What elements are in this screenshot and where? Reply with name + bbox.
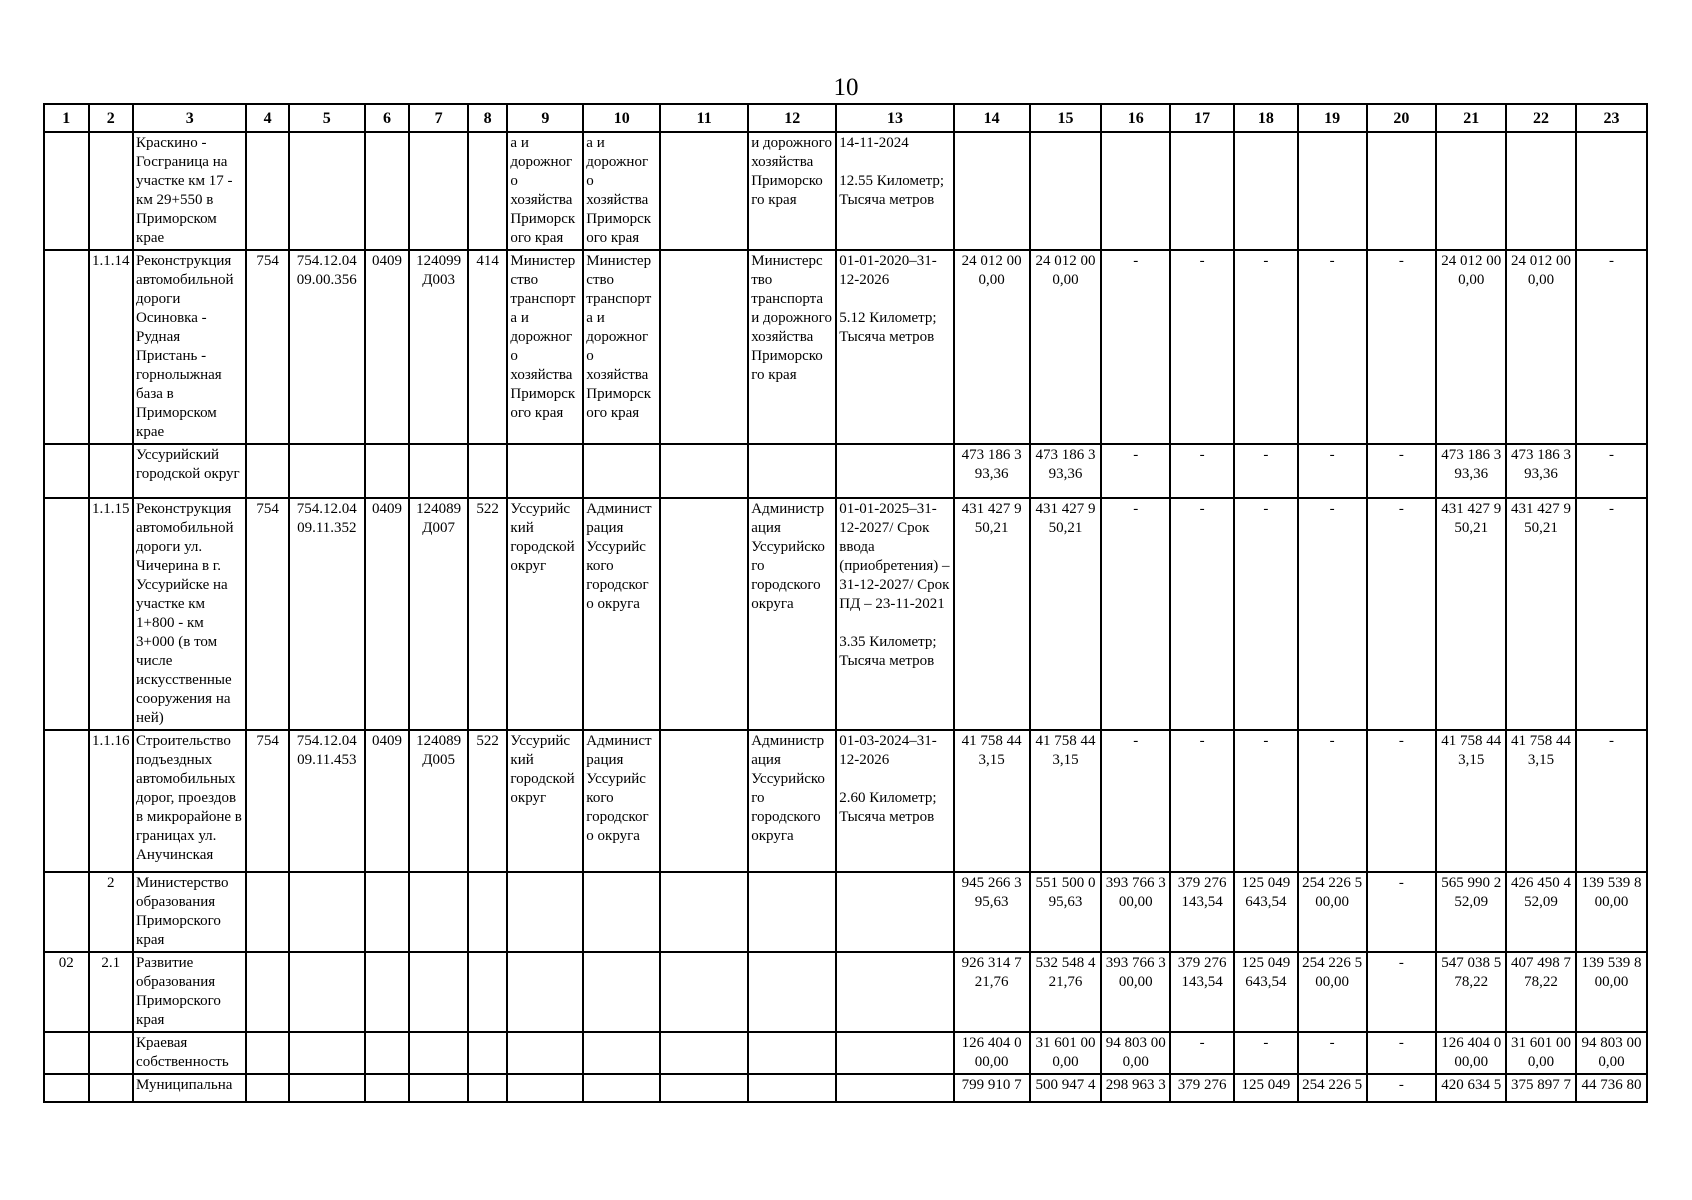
cell-col-19: 254 226 5 00,00 bbox=[1298, 952, 1367, 1032]
cell-col-16: 298 963 3 bbox=[1101, 1074, 1170, 1102]
cell-col-8: 522 bbox=[468, 498, 507, 730]
cell-col-20: - bbox=[1367, 872, 1437, 952]
cell-col-4 bbox=[246, 872, 289, 952]
cell-col-22: 431 427 9 50,21 bbox=[1506, 498, 1576, 730]
cell-col-11 bbox=[660, 1074, 748, 1102]
cell-col-11 bbox=[660, 444, 748, 498]
cell-col-8: 414 bbox=[468, 250, 507, 444]
column-header-19: 19 bbox=[1298, 104, 1367, 132]
cell-col-1 bbox=[44, 444, 89, 498]
column-header-22: 22 bbox=[1506, 104, 1576, 132]
cell-col-5 bbox=[289, 444, 365, 498]
cell-col-15: 551 500 0 95,63 bbox=[1030, 872, 1102, 952]
cell-col-3: Муниципальна bbox=[133, 1074, 246, 1102]
cell-col-2: 1.1.14 bbox=[89, 250, 134, 444]
table-row bbox=[44, 1032, 1647, 1074]
cell-col-4: 754 bbox=[246, 730, 289, 872]
cell-col-13 bbox=[836, 952, 953, 1032]
cell-col-22: 407 498 7 78,22 bbox=[1506, 952, 1576, 1032]
cell-col-11 bbox=[660, 498, 748, 730]
cell-col-10 bbox=[583, 444, 660, 498]
cell-col-17: - bbox=[1170, 250, 1234, 444]
cell-col-20: - bbox=[1367, 444, 1437, 498]
cell-col-12 bbox=[748, 872, 836, 952]
cell-col-16: - bbox=[1101, 498, 1170, 730]
cell-col-14: 431 427 9 50,21 bbox=[954, 498, 1030, 730]
cell-col-5 bbox=[289, 872, 365, 952]
cell-col-12 bbox=[748, 952, 836, 1032]
column-header-15: 15 bbox=[1030, 104, 1102, 132]
cell-col-9: Уссурийс кий городской округ bbox=[507, 498, 583, 730]
cell-col-2: 1.1.15 bbox=[89, 498, 134, 730]
cell-col-13 bbox=[836, 1032, 953, 1074]
cell-col-7 bbox=[409, 872, 468, 952]
cell-col-3: Уссурийский городской округ bbox=[133, 444, 246, 498]
cell-col-15: 500 947 4 bbox=[1030, 1074, 1102, 1102]
cell-col-14: 926 314 7 21,76 bbox=[954, 952, 1030, 1032]
cell-col-9 bbox=[507, 1074, 583, 1102]
cell-col-18 bbox=[1234, 132, 1298, 250]
cell-col-10: Админист рация Уссурийс кого городског о округа bbox=[583, 730, 660, 872]
cell-col-4 bbox=[246, 952, 289, 1032]
column-header-13: 13 bbox=[836, 104, 953, 132]
cell-col-1 bbox=[44, 132, 89, 250]
cell-col-20: - bbox=[1367, 1074, 1437, 1102]
cell-col-4: 754 bbox=[246, 498, 289, 730]
cell-col-5: 754.12.04 09.11.352 bbox=[289, 498, 365, 730]
column-header-9: 9 bbox=[507, 104, 583, 132]
cell-col-5 bbox=[289, 1074, 365, 1102]
cell-col-12 bbox=[748, 1074, 836, 1102]
cell-col-21: 547 038 5 78,22 bbox=[1436, 952, 1506, 1032]
cell-col-9: Уссурийс кий городской округ bbox=[507, 730, 583, 872]
cell-col-12 bbox=[748, 444, 836, 498]
cell-col-10 bbox=[583, 1032, 660, 1074]
cell-col-12: Администр ация Уссурийско го городского округа bbox=[748, 730, 836, 872]
cell-col-1 bbox=[44, 250, 89, 444]
cell-col-17: - bbox=[1170, 444, 1234, 498]
cell-col-6: 0409 bbox=[365, 498, 410, 730]
cell-col-1 bbox=[44, 872, 89, 952]
cell-col-13 bbox=[836, 872, 953, 952]
cell-col-10: а и дорожног о хозяйства Приморск ого края bbox=[583, 132, 660, 250]
page-number: 10 bbox=[833, 74, 859, 101]
cell-col-19: 254 226 5 00,00 bbox=[1298, 872, 1367, 952]
cell-col-3: Строительство подъездных автомобильных дорог, проездов в микрорайоне в границах ул. Анучинская bbox=[133, 730, 246, 872]
cell-col-6: 0409 bbox=[365, 250, 410, 444]
cell-col-6 bbox=[365, 1032, 410, 1074]
cell-col-5: 754.12.04 09.00.356 bbox=[289, 250, 365, 444]
cell-col-13: 14-11-2024 12.55 Километр; Тысяча метров bbox=[836, 132, 953, 250]
cell-col-15 bbox=[1030, 132, 1102, 250]
cell-col-14: 41 758 44 3,15 bbox=[954, 730, 1030, 872]
cell-col-16: - bbox=[1101, 444, 1170, 498]
cell-col-11 bbox=[660, 250, 748, 444]
cell-col-23: - bbox=[1576, 444, 1647, 498]
cell-col-7 bbox=[409, 444, 468, 498]
cell-col-20 bbox=[1367, 132, 1437, 250]
cell-col-11 bbox=[660, 1032, 748, 1074]
cell-col-9 bbox=[507, 1032, 583, 1074]
cell-col-23: 139 539 8 00,00 bbox=[1576, 952, 1647, 1032]
cell-col-16: 393 766 3 00,00 bbox=[1101, 952, 1170, 1032]
cell-col-9: а и дорожног о хозяйства Приморск ого края bbox=[507, 132, 583, 250]
cell-col-7: 124099 Д003 bbox=[409, 250, 468, 444]
cell-col-8 bbox=[468, 1032, 507, 1074]
cell-col-8 bbox=[468, 444, 507, 498]
cell-col-18: - bbox=[1234, 250, 1298, 444]
cell-col-18: 125 049 643,54 bbox=[1234, 952, 1298, 1032]
header-row bbox=[44, 104, 1647, 132]
cell-col-14: 473 186 3 93,36 bbox=[954, 444, 1030, 498]
cell-col-7 bbox=[409, 1074, 468, 1102]
cell-col-22: 31 601 00 0,00 bbox=[1506, 1032, 1576, 1074]
cell-col-3: Краскино - Госграница на участке км 17 - км 29+550 в Приморском крае bbox=[133, 132, 246, 250]
cell-col-13 bbox=[836, 444, 953, 498]
cell-col-12: Министерс тво транспорта и дорожного хозяйства Приморско го края bbox=[748, 250, 836, 444]
cell-col-13: 01-01-2025–31-12-2027/ Срок ввода (приобретения) – 31-12-2027/ Срок ПД – 23-11-2021 3.35 Километр; Тысяча метров bbox=[836, 498, 953, 730]
cell-col-4 bbox=[246, 444, 289, 498]
column-header-21: 21 bbox=[1436, 104, 1506, 132]
cell-col-7 bbox=[409, 132, 468, 250]
table-row bbox=[44, 250, 1647, 444]
cell-col-2 bbox=[89, 132, 134, 250]
cell-col-16: - bbox=[1101, 730, 1170, 872]
cell-col-5 bbox=[289, 952, 365, 1032]
table-row bbox=[44, 444, 1647, 498]
cell-col-2: 2.1 bbox=[89, 952, 134, 1032]
cell-col-15: 41 758 44 3,15 bbox=[1030, 730, 1102, 872]
cell-col-23: 44 736 80 bbox=[1576, 1074, 1647, 1102]
table-row bbox=[44, 952, 1647, 1032]
cell-col-19 bbox=[1298, 132, 1367, 250]
column-header-7: 7 bbox=[409, 104, 468, 132]
cell-col-1 bbox=[44, 1032, 89, 1074]
cell-col-21: 24 012 00 0,00 bbox=[1436, 250, 1506, 444]
column-header-23: 23 bbox=[1576, 104, 1647, 132]
cell-col-21: 565 990 2 52,09 bbox=[1436, 872, 1506, 952]
cell-col-15: 473 186 3 93,36 bbox=[1030, 444, 1102, 498]
cell-col-5 bbox=[289, 132, 365, 250]
cell-col-7: 124089 Д005 bbox=[409, 730, 468, 872]
cell-col-18: 125 049 643,54 bbox=[1234, 872, 1298, 952]
cell-col-21: 420 634 5 bbox=[1436, 1074, 1506, 1102]
cell-col-4 bbox=[246, 1074, 289, 1102]
cell-col-21: 41 758 44 3,15 bbox=[1436, 730, 1506, 872]
cell-col-23: - bbox=[1576, 498, 1647, 730]
cell-col-17: 379 276 143,54 bbox=[1170, 952, 1234, 1032]
program-table bbox=[43, 103, 1648, 1103]
cell-col-21: 126 404 0 00,00 bbox=[1436, 1032, 1506, 1074]
table-row bbox=[44, 730, 1647, 872]
cell-col-5: 754.12.04 09.11.453 bbox=[289, 730, 365, 872]
cell-col-8: 522 bbox=[468, 730, 507, 872]
cell-col-9 bbox=[507, 952, 583, 1032]
column-header-4: 4 bbox=[246, 104, 289, 132]
column-header-5: 5 bbox=[289, 104, 365, 132]
cell-col-3: Реконструкция автомобильной дороги Осиновка - Рудная Пристань - горнолыжная база в Приморском крае bbox=[133, 250, 246, 444]
cell-col-12 bbox=[748, 1032, 836, 1074]
cell-col-6 bbox=[365, 872, 410, 952]
cell-col-5 bbox=[289, 1032, 365, 1074]
cell-col-19: - bbox=[1298, 250, 1367, 444]
cell-col-12: и дорожного хозяйства Приморско го края bbox=[748, 132, 836, 250]
column-header-11: 11 bbox=[660, 104, 748, 132]
cell-col-22: 473 186 3 93,36 bbox=[1506, 444, 1576, 498]
cell-col-8 bbox=[468, 952, 507, 1032]
cell-col-19: - bbox=[1298, 444, 1367, 498]
cell-col-18: - bbox=[1234, 730, 1298, 872]
table-row bbox=[44, 498, 1647, 730]
cell-col-1 bbox=[44, 1074, 89, 1102]
cell-col-10: Министер ство транспорт а и дорожног о хозяйства Приморск ого края bbox=[583, 250, 660, 444]
cell-col-1 bbox=[44, 730, 89, 872]
cell-col-2: 2 bbox=[89, 872, 134, 952]
cell-col-17: 379 276 bbox=[1170, 1074, 1234, 1102]
cell-col-6: 0409 bbox=[365, 730, 410, 872]
cell-col-11 bbox=[660, 952, 748, 1032]
cell-col-3: Развитие образования Приморского края bbox=[133, 952, 246, 1032]
cell-col-11 bbox=[660, 730, 748, 872]
cell-col-14: 799 910 7 bbox=[954, 1074, 1030, 1102]
cell-col-2 bbox=[89, 444, 134, 498]
column-header-14: 14 bbox=[954, 104, 1030, 132]
cell-col-22 bbox=[1506, 132, 1576, 250]
cell-col-13: 01-03-2024–31-12-2026 2.60 Километр; Тысяча метров bbox=[836, 730, 953, 872]
cell-col-7 bbox=[409, 952, 468, 1032]
cell-col-20: - bbox=[1367, 250, 1437, 444]
cell-col-1: 02 bbox=[44, 952, 89, 1032]
column-header-3: 3 bbox=[133, 104, 246, 132]
column-header-12: 12 bbox=[748, 104, 836, 132]
table-row bbox=[44, 132, 1647, 250]
cell-col-3: Краевая собственность bbox=[133, 1032, 246, 1074]
cell-col-18: - bbox=[1234, 1032, 1298, 1074]
cell-col-22: 426 450 4 52,09 bbox=[1506, 872, 1576, 952]
cell-col-18: - bbox=[1234, 444, 1298, 498]
cell-col-21 bbox=[1436, 132, 1506, 250]
cell-col-19: - bbox=[1298, 730, 1367, 872]
cell-col-17: - bbox=[1170, 730, 1234, 872]
cell-col-14: 945 266 3 95,63 bbox=[954, 872, 1030, 952]
cell-col-10: Админист рация Уссурийс кого городског о округа bbox=[583, 498, 660, 730]
cell-col-9 bbox=[507, 872, 583, 952]
cell-col-10 bbox=[583, 872, 660, 952]
cell-col-4: 754 bbox=[246, 250, 289, 444]
cell-col-11 bbox=[660, 132, 748, 250]
cell-col-17 bbox=[1170, 132, 1234, 250]
cell-col-22: 375 897 7 bbox=[1506, 1074, 1576, 1102]
cell-col-6 bbox=[365, 1074, 410, 1102]
cell-col-14: 24 012 00 0,00 bbox=[954, 250, 1030, 444]
cell-col-3: Министерство образования Приморского края bbox=[133, 872, 246, 952]
cell-col-23: 94 803 00 0,00 bbox=[1576, 1032, 1647, 1074]
cell-col-11 bbox=[660, 872, 748, 952]
cell-col-21: 431 427 9 50,21 bbox=[1436, 498, 1506, 730]
column-header-8: 8 bbox=[468, 104, 507, 132]
cell-col-13 bbox=[836, 1074, 953, 1102]
column-header-2: 2 bbox=[89, 104, 134, 132]
cell-col-20: - bbox=[1367, 1032, 1437, 1074]
cell-col-22: 41 758 44 3,15 bbox=[1506, 730, 1576, 872]
cell-col-18: - bbox=[1234, 498, 1298, 730]
cell-col-7: 124089 Д007 bbox=[409, 498, 468, 730]
column-header-17: 17 bbox=[1170, 104, 1234, 132]
cell-col-9: Министер ство транспорт а и дорожног о хозяйства Приморск ого края bbox=[507, 250, 583, 444]
cell-col-15: 532 548 4 21,76 bbox=[1030, 952, 1102, 1032]
cell-col-14 bbox=[954, 132, 1030, 250]
cell-col-23: 139 539 8 00,00 bbox=[1576, 872, 1647, 952]
cell-col-8 bbox=[468, 1074, 507, 1102]
cell-col-23: - bbox=[1576, 730, 1647, 872]
cell-col-14: 126 404 0 00,00 bbox=[954, 1032, 1030, 1074]
cell-col-17: - bbox=[1170, 1032, 1234, 1074]
cell-col-20: - bbox=[1367, 952, 1437, 1032]
column-header-20: 20 bbox=[1367, 104, 1437, 132]
cell-col-10 bbox=[583, 952, 660, 1032]
cell-col-20: - bbox=[1367, 730, 1437, 872]
cell-col-12: Администр ация Уссурийско го городского округа bbox=[748, 498, 836, 730]
column-header-1: 1 bbox=[44, 104, 89, 132]
cell-col-8 bbox=[468, 132, 507, 250]
cell-col-4 bbox=[246, 132, 289, 250]
cell-col-16: 393 766 3 00,00 bbox=[1101, 872, 1170, 952]
cell-col-21: 473 186 3 93,36 bbox=[1436, 444, 1506, 498]
cell-col-7 bbox=[409, 1032, 468, 1074]
cell-col-16: - bbox=[1101, 250, 1170, 444]
cell-col-15: 24 012 00 0,00 bbox=[1030, 250, 1102, 444]
column-header-10: 10 bbox=[583, 104, 660, 132]
cell-col-13: 01-01-2020–31-12-2026 5.12 Километр; Тысяча метров bbox=[836, 250, 953, 444]
cell-col-2 bbox=[89, 1074, 134, 1102]
cell-col-4 bbox=[246, 1032, 289, 1074]
column-header-16: 16 bbox=[1101, 104, 1170, 132]
cell-col-6 bbox=[365, 132, 410, 250]
cell-col-1 bbox=[44, 498, 89, 730]
table-row bbox=[44, 872, 1647, 952]
table-body bbox=[44, 132, 1647, 1102]
cell-col-20: - bbox=[1367, 498, 1437, 730]
cell-col-22: 24 012 00 0,00 bbox=[1506, 250, 1576, 444]
cell-col-23: - bbox=[1576, 250, 1647, 444]
cell-col-2: 1.1.16 bbox=[89, 730, 134, 872]
cell-col-17: 379 276 143,54 bbox=[1170, 872, 1234, 952]
cell-col-19: - bbox=[1298, 1032, 1367, 1074]
cell-col-16 bbox=[1101, 132, 1170, 250]
column-header-6: 6 bbox=[365, 104, 410, 132]
cell-col-15: 31 601 00 0,00 bbox=[1030, 1032, 1102, 1074]
cell-col-6 bbox=[365, 444, 410, 498]
cell-col-9 bbox=[507, 444, 583, 498]
cell-col-15: 431 427 9 50,21 bbox=[1030, 498, 1102, 730]
cell-col-19: 254 226 5 bbox=[1298, 1074, 1367, 1102]
cell-col-16: 94 803 00 0,00 bbox=[1101, 1032, 1170, 1074]
cell-col-8 bbox=[468, 872, 507, 952]
cell-col-6 bbox=[365, 952, 410, 1032]
cell-col-3: Реконструкция автомобильной дороги ул. Чичерина в г. Уссурийске на участке км 1+800 - км 3+000 (в том числе искусственные сооружения на ней) bbox=[133, 498, 246, 730]
cell-col-2 bbox=[89, 1032, 134, 1074]
cell-col-19: - bbox=[1298, 498, 1367, 730]
cell-col-10 bbox=[583, 1074, 660, 1102]
table-row bbox=[44, 1074, 1647, 1102]
cell-col-18: 125 049 bbox=[1234, 1074, 1298, 1102]
cell-col-23 bbox=[1576, 132, 1647, 250]
column-header-18: 18 bbox=[1234, 104, 1298, 132]
cell-col-17: - bbox=[1170, 498, 1234, 730]
